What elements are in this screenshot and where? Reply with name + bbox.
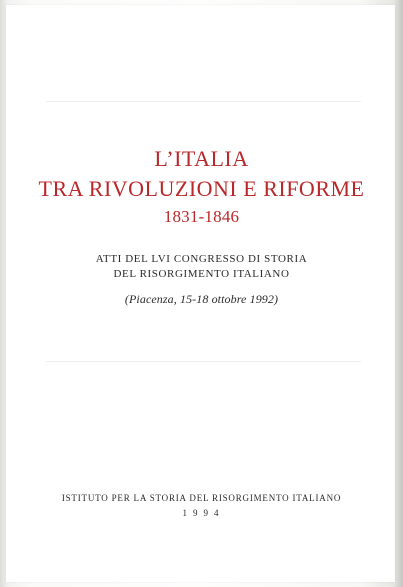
publication-year: 1994 — [182, 508, 225, 518]
title-years: 1831-1846 — [163, 207, 240, 226]
subtitle-line-1: ATTI DEL LVI CONGRESSO DI STORIA — [95, 253, 308, 265]
plastic-wrap-reflection — [46, 361, 361, 362]
title-line-2: TRA RIVOLUZIONI E RIFORME — [38, 176, 365, 201]
title-line-1: L’ITALIA — [154, 146, 249, 171]
plastic-wrap-reflection — [46, 101, 361, 102]
subtitle-line-2: DEL RISORGIMENTO ITALIANO — [113, 268, 290, 280]
event-place-date: (Piacenza, 15-18 ottobre 1992) — [124, 292, 279, 306]
publisher-name: ISTITUTO PER LA STORIA DEL RISORGIMENTO ITALIANO — [61, 493, 342, 503]
edge-shadow — [393, 0, 403, 587]
